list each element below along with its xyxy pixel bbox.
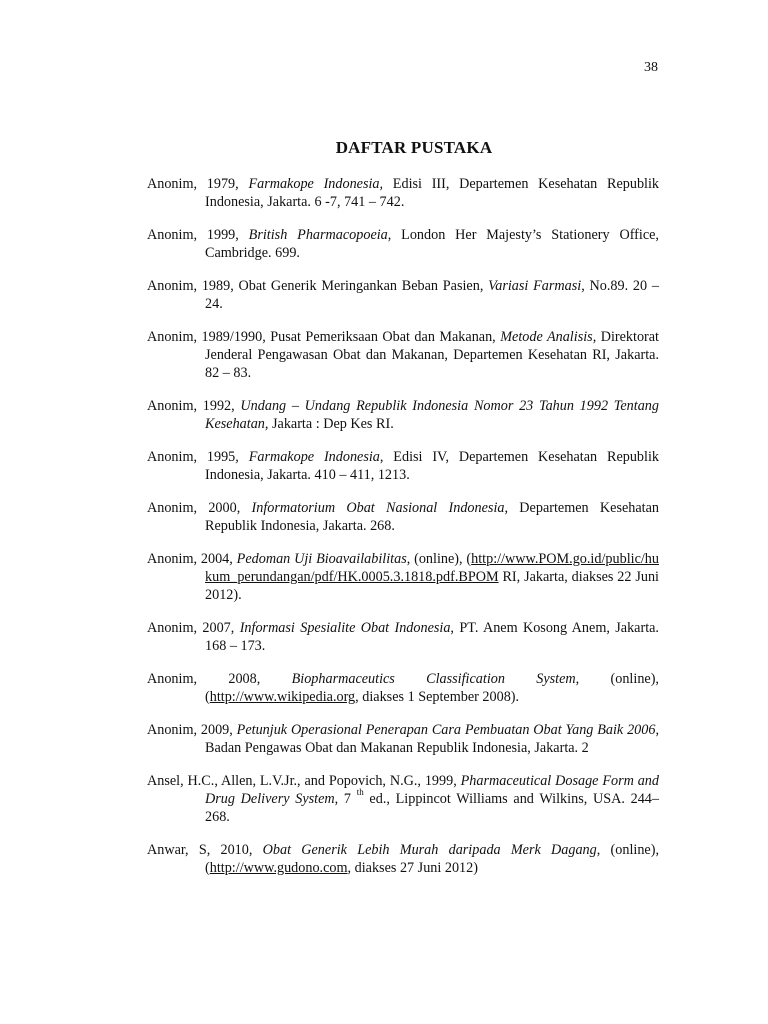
- page-number: 38: [644, 60, 658, 75]
- reference-item: Anonim, 1995, Farmakope Indonesia, Edisi IV, Departemen Kesehatan Republik Indonesia, Jakarta. 410 – 411, 1213.: [147, 449, 659, 483]
- reference-item: Anonim, 1992, Undang – Undang Republik Indonesia Nomor 23 Tahun 1992 Tentang Kesehatan, Jakarta : Dep Kes RI.: [147, 398, 659, 432]
- reference-link[interactable]: http://www.POM.go.id/public/hukum_perundangan/pdf/HK.0005.3.1818.pdf.BPOM: [205, 551, 659, 585]
- reference-item: Anonim, 2008, Biopharmaceutics Classification System, (online), (http://www.wikipedia.org, diakses 1 September 2008).: [147, 671, 659, 705]
- reference-link[interactable]: http://www.wikipedia.org: [209, 689, 356, 705]
- reference-link[interactable]: http://www.gudono.com: [209, 860, 348, 876]
- page-title: DAFTAR PUSTAKA: [335, 138, 493, 157]
- reference-item: Anonim, 1989, Obat Generik Meringankan Beban Pasien, Variasi Farmasi, No.89. 20 – 24.: [147, 278, 659, 312]
- reference-item: Anonim, 1979, Farmakope Indonesia, Edisi III, Departemen Kesehatan Republik Indonesia, Jakarta. 6 -7, 741 – 742.: [147, 176, 660, 210]
- reference-item: Anonim, 1989/1990, Pusat Pemeriksaan Obat dan Makanan, Metode Analisis, Direktorat Jenderal Pengawasan Obat dan Makanan, Departemen Kesehatan RI, Jakarta. 82 – 83.: [147, 329, 660, 381]
- reference-item: Anonim, 2007, Informasi Spesialite Obat Indonesia, PT. Anem Kosong Anem, Jakarta. 168 – 173.: [147, 620, 659, 654]
- reference-item: Anonim, 1999, British Pharmacopoeia, London Her Majesty’s Stationery Office, Cambridge. 699.: [147, 227, 659, 261]
- reference-item: Anonim, 2004, Pedoman Uji Bioavailabilitas, (online), (http://www.POM.go.id/public/hukum_perundangan/pdf/HK.0005.3.1818.pdf.BPOM RI, Jakarta, diakses 22 Juni 2012).: [147, 551, 659, 603]
- reference-item: Anonim, 2009, Petunjuk Operasional Penerapan Cara Pembuatan Obat Yang Baik 2006, Badan Pengawas Obat dan Makanan Republik Indonesia, Jakarta. 2: [147, 722, 659, 756]
- reference-list: [147, 175, 659, 892]
- reference-item: Anonim, 2000, Informatorium Obat Nasional Indonesia, Departemen Kesehatan Republik Indonesia, Jakarta. 268.: [147, 500, 659, 534]
- reference-item: Ansel, H.C., Allen, L.V.Jr., and Popovich, N.G., 1999, Pharmaceutical Dosage Form and Drug Delivery System, 7 $^{th}$ ed., Lippincot Williams and Wilkins, USA. 244–268.: [147, 773, 659, 825]
- reference-item: Anwar, S, 2010, Obat Generik Lebih Murah daripada Merk Dagang, (online), (http://www.gudono.com, diakses 27 Juni 2012): [147, 842, 659, 876]
